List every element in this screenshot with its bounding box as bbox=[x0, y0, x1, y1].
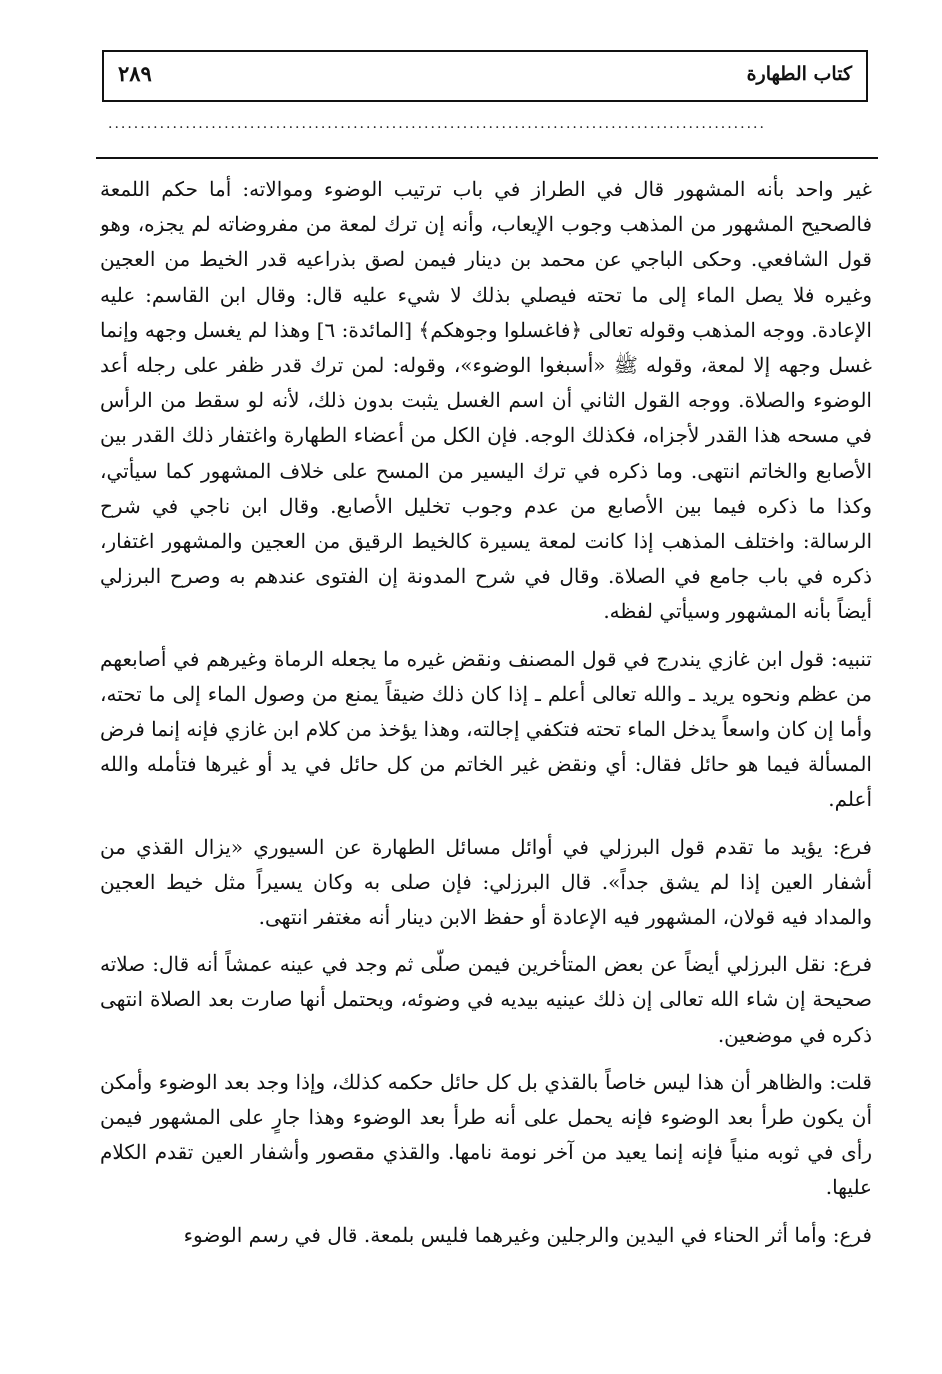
paragraph-main: غير واحد بأنه المشهور قال في الطراز في باب ترتيب الوضوء وموالاته: أما حكم اللمعة فالصحيح المشهور من المذهب وجوب الإيعاب، وأنه إن ترك لمعة من مفروضاته لم يجزه، وهو قول الشافعي. وحكى الباجي عن محمد بن دينار فيمن لصق بذراعيه قدر الخيط من العجين وغيره فلا يصل الماء إلى ما تحته فيصلي بذلك لا شيء عليه قال: وقال ابن القاسم: عليه الإعادة. ووجه المذهب وقوله تعالى ﴿فاغسلوا وجوهكم﴾ [المائدة: ٦] وهذا لم يغسل وجهه وإنما غسل وجهه إلا لمعة، وقوله ﷺ «أسبغوا الوضوء»، وقوله: لمن ترك قدر ظفر على رجله أعد الوضوء والصلاة. ووجه القول الثاني أن اسم الغسل يثبت بدون ذلك، لأنه لو سقط من الرأس في مسحه هذا القدر لأجزاه، فكذلك الوجه. فإن الكل من أعضاء الطهارة واغتفار ذلك القدر بين الأصابع والخاتم انتهى. وما ذكره في ترك اليسير من المسح على خلاف المشهور كما سيأتي، وكذا ما ذكره فيما بين الأصابع من عدم وجوب تخليل الأصابع. وقال ابن ناجي في شرح الرسالة: واختلف المذهب إذا كانت لمعة يسيرة كالخيط الرقيق من العجين والمشهور اغتفار، ذكره في باب جامع في الصلاة. وقال في شرح المدونة إن الفتوى عندهم به وصرح البرزلي أيضاً بأنه المشهور وسيأتي لفظه. bbox=[100, 177, 872, 624]
paragraph-far-3: فرع: وأما أثر الحناء في اليدين والرجلين وغيرهما فليس بلمعة. قال في رسم الوضوء bbox=[183, 1222, 872, 1247]
book-title: كتاب الطهارة bbox=[746, 63, 852, 85]
page-number: ٢٨٩ bbox=[118, 61, 152, 86]
paragraph-tanbih: تنبيه: قول ابن غازي يندرج في قول المصنف ونقض غيره ما يجعله الرماة وغيرهم في أصابعهم من عظم ونحوه يريد ـ والله تعالى أعلم ـ إذا كان ذلك ضيقاً يمنع من وصول الماء إلى ما تحته، وأما إن كان واسعاً يدخل الماء تحته فتكفي إجالته، وهذا يؤخذ من كلام ابن غازي فإنه إنما فرض المسألة فيما هو حائل فقال: أي ونقض غير الخاتم من كل حائل في يد أو غيرها فتأمله والله أعلم. bbox=[100, 646, 872, 812]
horizontal-rule bbox=[96, 157, 878, 159]
paragraph-far-2: فرع: نقل البرزلي أيضاً عن بعض المتأخرين فيمن صلّى ثم وجد في عينه عمشاً أنه قال: صلاته صحيحة إن شاء الله تعالى إن ذلك عينيه بيديه في وضوئه، ويحتمل أنها صارت بعد الصلاة انتهى ذكره في موضعين. bbox=[100, 952, 872, 1047]
body-text bbox=[100, 172, 872, 1342]
paragraph-qultu: قلت: والظاهر أن هذا ليس خاصاً بالقذي بل كل حائل حكمه كذلك، وإذا وجد بعد الوضوء وأمكن أن يكون طرأ بعد الوضوء فإنه يحمل على أنه طرأ بعد الوضوء وهذا جارٍ على المشهور فيمن رأى في ثوبه منياً فإنه إنما يعيد من آخر نومة نامها. والقذي مقصور وأشفار العين تقدم الكلام عليها. bbox=[100, 1069, 872, 1200]
dotted-separator: ...................................................................................................... bbox=[108, 116, 766, 128]
running-header bbox=[102, 50, 868, 102]
paragraph-far-1: فرع: يؤيد ما تقدم قول البرزلي في أوائل مسائل الطهارة عن السيوري «يزال القذي من أشفار العين إذا لم يشق جداً». قال البرزلي: فإن صلى به وكان يسيراً مثل خيط العجين والمداد فيه قولان، المشهور فيه الإعادة أو حفظ الابن دينار أنه مغتفر انتهى. bbox=[100, 834, 872, 930]
